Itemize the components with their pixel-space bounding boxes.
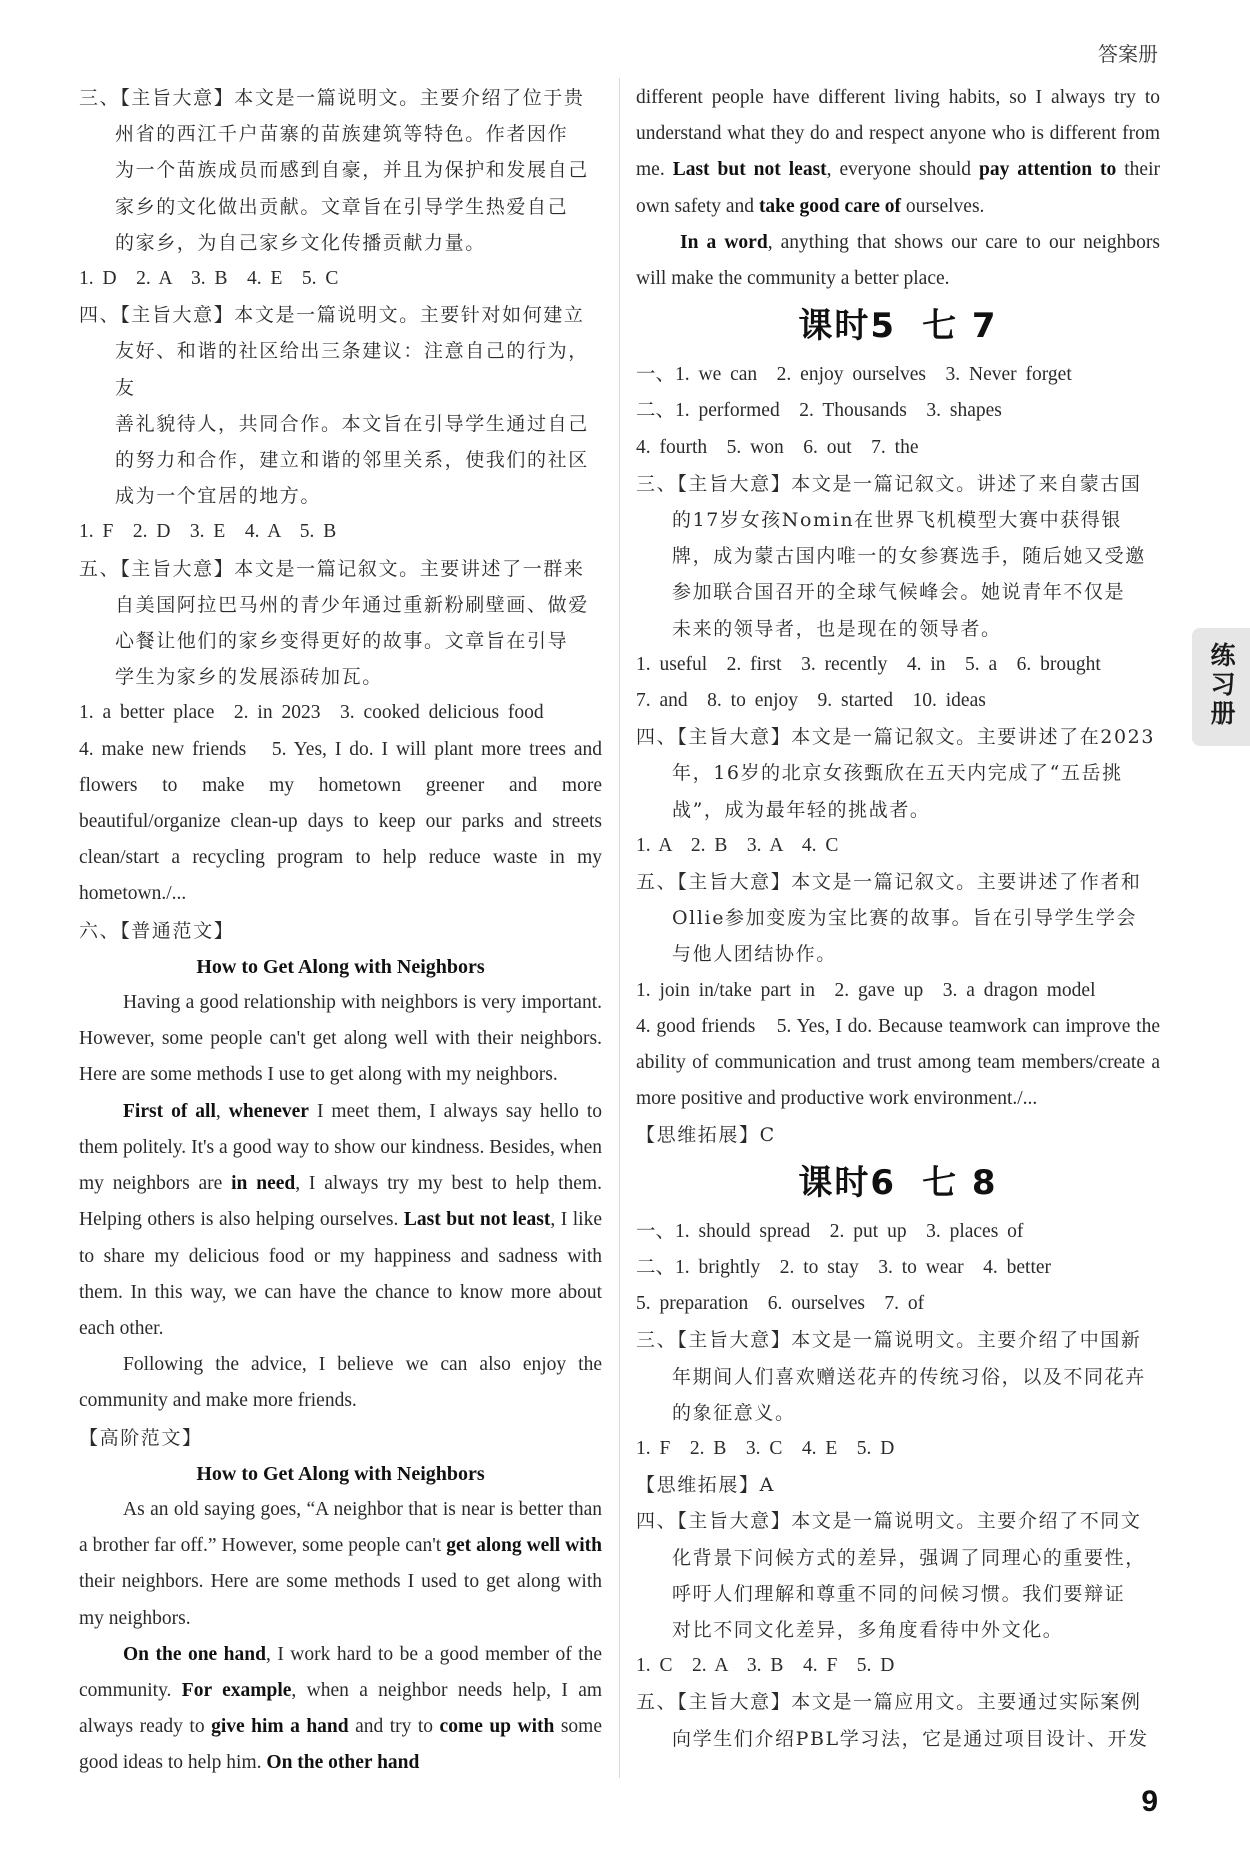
- lesson-5-section-5-answers-2: 4. good friends 5. Yes, I do. Because teamwork can improve the ability of communication and trust among team members/create a more positive and productive work environment./...: [636, 1015, 1160, 1110]
- lesson-5-section-5-line: Ollie参加变废为宝比赛的故事。旨在引导学生学会: [672, 907, 1138, 930]
- section-3-line: 为一个苗族成员而感到自豪，并且为保护和发展自己: [115, 159, 589, 182]
- lesson-5-section-2b: 4. fourth 5. won 6. out 7. the: [636, 436, 919, 458]
- lesson-6-section-3-line: 的象征意义。: [672, 1401, 796, 1424]
- section-3-answers: 1. D 2. A 3. B 4. E 5. C: [79, 268, 339, 290]
- section-4-line: 善礼貌待人，共同合作。本文旨在引导学生通过自己: [115, 412, 589, 435]
- lesson-5-section-5-answers-1: 1. join in/take part in 2. gave up 3. a dragon model: [636, 979, 1096, 1001]
- phrase: Last but not least: [672, 159, 827, 181]
- phrase: Last but not least: [403, 1209, 551, 1231]
- side-tab: [1192, 628, 1250, 746]
- lesson-6-thinking-extension: 【思维拓展】A: [636, 1474, 775, 1497]
- page-number: 9: [1141, 1785, 1158, 1818]
- section-6-label: 六、【普通范文】: [79, 919, 235, 942]
- phrase: On the one hand: [123, 1643, 266, 1665]
- lesson-6-section-4-answers: 1. C 2. A 3. B 4. F 5. D: [636, 1655, 895, 1677]
- lesson-label: 课时5: [798, 306, 897, 347]
- lesson-5-title: [636, 299, 1160, 353]
- lesson-6-section-1: 一、1. should spread 2. put up 3. places of: [636, 1220, 1024, 1242]
- lesson-5-section-4-answers: 1. A 2. B 3. A 4. C: [636, 834, 839, 856]
- phrase: come up with: [439, 1716, 555, 1738]
- lesson-5-section-4-line: 年，16岁的北京女孩甄欣在五天内完成了“五岳挑: [672, 762, 1123, 785]
- section-4-line: 成为一个宜居的地方。: [115, 485, 322, 508]
- column-divider: [619, 78, 620, 1778]
- left-column: [79, 80, 602, 1782]
- header-tag: 答案册: [1098, 42, 1158, 66]
- phrase: get along well with: [446, 1535, 602, 1557]
- lesson-5-thinking-extension: 【思维拓展】C: [636, 1124, 776, 1147]
- text: and try to: [348, 1716, 440, 1738]
- section-4-line: 的努力和合作，建立和谐的邻里关系，使我们的社区: [115, 449, 589, 472]
- essay-1-title: How to Get Along with Neighbors: [196, 955, 485, 978]
- phrase: On the other hand: [266, 1752, 420, 1774]
- lesson-5-section-3-line: 参加联合国召开的全球气候峰会。她说青年不仅是: [672, 581, 1126, 604]
- right-column: [636, 80, 1160, 1757]
- section-5-line: 心餐让他们的家乡变得更好的故事。文章旨在引导: [115, 630, 569, 653]
- lesson-6-section-4-line: 对比不同文化差异，多角度看待中外文化。: [672, 1618, 1064, 1641]
- text: , I work hard to be a good member of the community.: [79, 1643, 602, 1701]
- lesson-6-section-3-answers: 1. F 2. B 3. C 4. E 5. D: [636, 1437, 895, 1459]
- lesson-6-title: [636, 1156, 1160, 1210]
- essay-2-title: How to Get Along with Neighbors: [196, 1462, 485, 1485]
- phrase: For example: [181, 1679, 292, 1701]
- section-5-answers-2: 4. make new friends 5. Yes, I do. I will plant more trees and flowers to make my hometown greener and more beautiful/organize clean-up days to keep our parks and streets clean/start a recycling program to help reduce waste in my hometown./...: [79, 738, 602, 905]
- section-3-line: 州省的西江千户苗寨的苗族建筑等特色。作者因作: [115, 123, 569, 146]
- section-4-line: 四、【主旨大意】本文是一篇说明文。主要针对如何建立: [79, 304, 585, 327]
- lesson-6-section-4-line: 呼吁人们理解和尊重不同的问候习惯。我们要辩证: [672, 1582, 1126, 1605]
- text: I meet them, I always say hello to them politely. It's a good way to show our kindness. Besides, when my neighbors are: [79, 1100, 602, 1195]
- text: , I like to share my delicious food or my happiness and sadness with them. In this way, we can have the chance to know more about each other.: [79, 1209, 602, 1339]
- lesson-6-section-4-line: 化背景下问候方式的差异，强调了同理心的重要性，: [672, 1546, 1146, 1569]
- section-5-line: 自美国阿拉巴马州的青少年通过重新粉刷壁画、做爱: [115, 593, 589, 616]
- text: their neighbors. Here are some methods I used to get along with my neighbors.: [79, 1571, 602, 1629]
- text: ourselves.: [901, 195, 985, 217]
- phrase: First of all: [123, 1100, 216, 1122]
- lesson-unit: 七 7: [922, 306, 998, 347]
- lesson-5-section-1: 一、1. we can 2. enjoy ourselves 3. Never forget: [636, 364, 1072, 386]
- phrase: take good care of: [758, 195, 902, 217]
- section-3-line: 的家乡，为自己家乡文化传播贡献力量。: [115, 231, 486, 254]
- lesson-5-section-3-line: 的17岁女孩Nomin在世界飞机模型大赛中获得银: [672, 509, 1122, 532]
- lesson-6-section-5-line: 向学生们介绍PBL学习法，它是通过项目设计、开发: [672, 1727, 1149, 1750]
- text: , anything that shows our care to our neighbors will make the community a better place.: [636, 231, 1160, 290]
- phrase: pay attention to: [978, 159, 1117, 181]
- lesson-5-section-3-answers-1: 1. useful 2. first 3. recently 4. in 5. a 6. brought: [636, 653, 1101, 675]
- text: their own safety and: [636, 159, 1160, 217]
- section-5-answers-1: 1. a better place 2. in 2023 3. cooked delicious food: [79, 702, 544, 724]
- phrase: In a word: [680, 231, 768, 253]
- phrase: in need: [231, 1173, 296, 1195]
- lesson-5-section-3-line: 未来的领导者，也是现在的领导者。: [672, 617, 1002, 640]
- section-5-line: 五、【主旨大意】本文是一篇记叙文。主要讲述了一群来: [79, 557, 585, 580]
- lesson-5-section-3-line: 牌，成为蒙古国内唯一的女参赛选手，随后她又受邀: [672, 545, 1146, 568]
- text: different people have different living habits, so I always try to understand what they do and respect anyone who is different from me.: [636, 87, 1160, 181]
- essay-1-para-2: [79, 1094, 602, 1347]
- essay-1-para-3: Following the advice, I believe we can also enjoy the community and make more friends.: [79, 1354, 602, 1412]
- lesson-6-section-2a: 二、1. brightly 2. to stay 3. to wear 4. better: [636, 1256, 1052, 1278]
- text: , I always try my best to help them. Helping others is also helping ourselves.: [79, 1173, 602, 1231]
- lesson-5-section-4-line: 战”，成为最年轻的挑战者。: [672, 798, 931, 821]
- lesson-5-section-5-line: 与他人团结协作。: [672, 943, 837, 966]
- section-3-line: 三、【主旨大意】本文是一篇说明文。主要介绍了位于贵: [79, 87, 585, 109]
- lesson-label: 课时6: [798, 1162, 897, 1203]
- lesson-6-section-5-line: 五、【主旨大意】本文是一篇应用文。主要通过实际案例: [636, 1691, 1142, 1714]
- lesson-5-section-5-line: 五、【主旨大意】本文是一篇记叙文。主要讲述了作者和: [636, 871, 1142, 894]
- text: ,: [215, 1100, 229, 1122]
- essay-2-continuation: [636, 80, 1160, 225]
- text: As an old saying goes, “A neighbor that is near is better than a brother far off.” However, some people can't: [79, 1498, 602, 1557]
- essay-2-para-1: [79, 1492, 602, 1637]
- text: , when a neighbor needs help, I am always ready to: [79, 1679, 603, 1738]
- text: some good ideas to help him.: [79, 1716, 602, 1774]
- lesson-5-section-4-line: 四、【主旨大意】本文是一篇记叙文。主要讲述了在2023: [636, 726, 1156, 749]
- lesson-unit: 七 8: [922, 1162, 998, 1203]
- essay-2-para-2: [79, 1637, 602, 1782]
- essay-2-conclusion: [636, 225, 1160, 297]
- phrase: give him a hand: [211, 1716, 349, 1738]
- advanced-essay-label: 【高阶范文】: [79, 1426, 203, 1449]
- lesson-6-section-3-line: 年期间人们喜欢赠送花卉的传统习俗，以及不同花卉: [672, 1365, 1146, 1388]
- lesson-5-section-2a: 二、1. performed 2. Thousands 3. shapes: [636, 400, 1002, 422]
- section-4-answers: 1. F 2. D 3. E 4. A 5. B: [79, 521, 337, 543]
- lesson-5-section-3-answers-2: 7. and 8. to enjoy 9. started 10. ideas: [636, 690, 986, 712]
- section-5-line: 学生为家乡的发展添砖加瓦。: [115, 666, 383, 689]
- lesson-6-section-4-line: 四、【主旨大意】本文是一篇说明文。主要介绍了不同文: [636, 1510, 1142, 1533]
- lesson-6-section-3-line: 三、【主旨大意】本文是一篇说明文。主要介绍了中国新: [636, 1329, 1142, 1352]
- lesson-6-section-2b: 5. preparation 6. ourselves 7. of: [636, 1293, 925, 1315]
- section-3-line: 家乡的文化做出贡献。文章旨在引导学生热爱自己: [115, 195, 569, 218]
- section-4-line: 友好、和谐的社区给出三条建议：注意自己的行为，友: [115, 340, 589, 399]
- side-tab-label: 练习册: [1207, 642, 1236, 729]
- lesson-5-section-3-line: 三、【主旨大意】本文是一篇记叙文。讲述了来自蒙古国: [636, 472, 1142, 495]
- essay-1-para-1: Having a good relationship with neighbors is very important. However, some people can't get along well with their neighbors. Here are some methods I use to get along with my neighbors.: [79, 992, 602, 1086]
- text: , everyone should: [826, 159, 979, 181]
- phrase: whenever: [228, 1100, 309, 1122]
